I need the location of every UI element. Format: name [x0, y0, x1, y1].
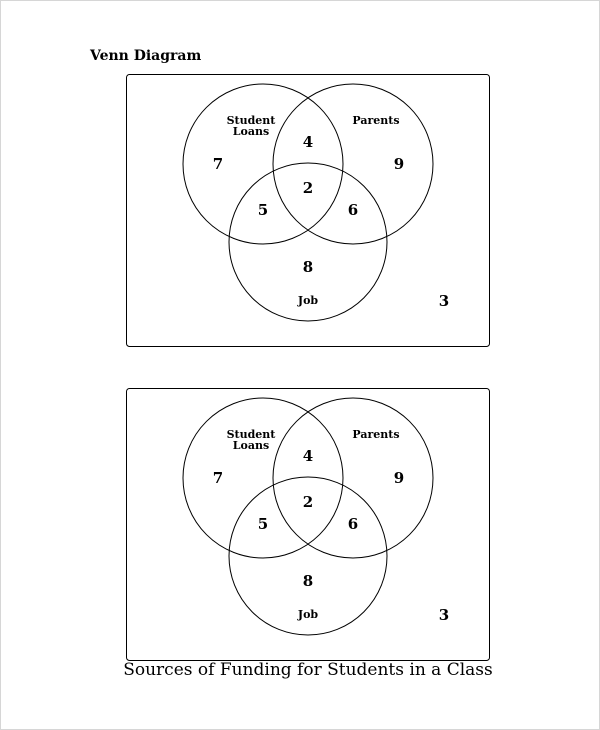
region-parents-only: 9: [393, 469, 405, 487]
region-parents-job: 6: [347, 515, 359, 533]
job-label: Job: [297, 608, 319, 621]
venn-diagram-bottom: [126, 388, 490, 661]
region-all-three: 2: [302, 493, 314, 511]
parents-label: Parents: [352, 114, 400, 127]
student-loans-label-line2: Loans: [232, 125, 270, 138]
region-loans-only: 7: [212, 155, 224, 173]
region-parents-only: 9: [393, 155, 405, 173]
region-parents-job: 6: [347, 201, 359, 219]
region-loans-only: 7: [212, 469, 224, 487]
region-loans-parents: 4: [302, 133, 314, 151]
figure-caption: Sources of Funding for Students in a Class: [123, 660, 493, 680]
job-label: Job: [297, 294, 319, 307]
student-loans-label-line2: Loans: [232, 439, 270, 452]
page-title: Venn Diagram: [90, 48, 202, 64]
region-outside: 3: [438, 292, 450, 310]
region-job-only: 8: [302, 258, 314, 276]
region-loans-job: 5: [257, 515, 269, 533]
parents-label: Parents: [352, 428, 400, 441]
region-loans-parents: 4: [302, 447, 314, 465]
region-outside: 3: [438, 606, 450, 624]
region-all-three: 2: [302, 179, 314, 197]
region-job-only: 8: [302, 572, 314, 590]
region-loans-job: 5: [257, 201, 269, 219]
student-loans-label-line1: Student: [226, 428, 276, 441]
student-loans-label-line1: Student: [226, 114, 276, 127]
venn-diagram-top: [126, 74, 490, 347]
